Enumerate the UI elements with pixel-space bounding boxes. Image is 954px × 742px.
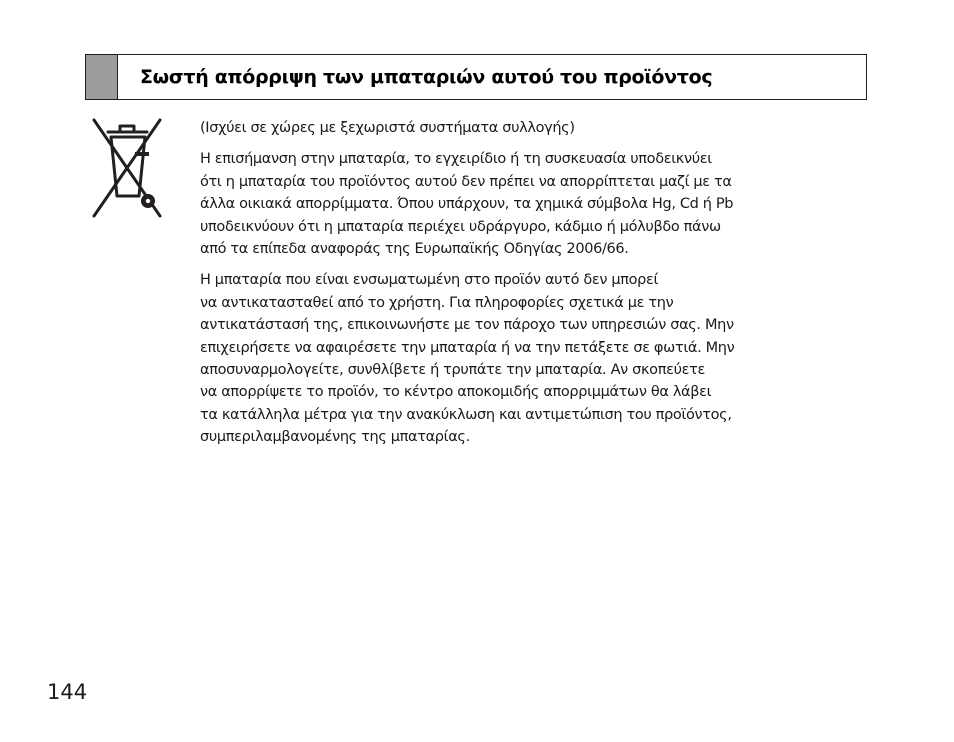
section-title: Σωστή απόρριψη των μπαταριών αυτού του προϊόντος bbox=[140, 66, 713, 88]
paragraph-line: να απορρίψετε το προϊόν, το κέντρο αποκομιδής απορριμμάτων θα λάβει bbox=[200, 384, 712, 401]
paragraph-line: να αντικατασταθεί από το χρήστη. Για πληροφορίες σχετικά με την bbox=[200, 294, 674, 311]
paragraph-line: αντικατάστασή της, επικοινωνήστε με τον πάροχο των υπηρεσιών σας. Μην bbox=[200, 317, 734, 334]
paragraph-line: τα κατάλληλα μέτρα για την ανακύκλωση και αντιμετώπιση του προϊόντος, bbox=[200, 406, 732, 423]
section-heading-box bbox=[85, 54, 867, 100]
paragraph-line: άλλα οικιακά απορρίμματα. Όπου υπάρχουν, τα χημικά σύμβολα Hg, Cd ή Pb bbox=[200, 196, 734, 213]
crossed-out-wheeled-bin-icon bbox=[91, 118, 163, 218]
paragraph-built-in-battery bbox=[200, 269, 850, 448]
scope-note-text: (Ισχύει σε χώρες με ξεχωριστά συστήματα συλλογής) bbox=[200, 120, 575, 136]
paragraph-marking bbox=[200, 148, 850, 260]
paragraph-line: ότι η μπαταρία του προϊόντος αυτού δεν πρέπει να απορρίπτεται μαζί με τα bbox=[200, 173, 732, 190]
paragraph-line: Η επισήμανση στην μπαταρία, το εγχειρίδιο ή τη συσκευασία υποδεικνύει bbox=[200, 151, 712, 168]
scope-note bbox=[200, 117, 850, 139]
paragraph-line: υποδεικνύουν ότι η μπαταρία περιέχει υδράργυρο, κάδμιο ή μόλυβδο πάνω bbox=[200, 218, 721, 235]
page-number: 144 bbox=[47, 680, 88, 704]
paragraph-line: Η μπαταρία που είναι ενσωματωμένη στο προϊόν αυτό δεν μπορεί bbox=[200, 272, 659, 289]
paragraph-line: αποσυναρμολογείτε, συνθλίβετε ή τρυπάτε την μπαταρία. Αν σκοπεύετε bbox=[200, 362, 705, 379]
heading-tab-marker bbox=[86, 55, 118, 99]
disposal-instructions bbox=[200, 117, 850, 458]
paragraph-line: από τα επίπεδα αναφοράς της Ευρωπαϊκής Οδηγίας 2006/66. bbox=[200, 241, 629, 258]
paragraph-line: συμπεριλαμβανομένης της μπαταρίας. bbox=[200, 429, 470, 446]
paragraph-line: επιχειρήσετε να αφαιρέσετε την μπαταρία ή να την πετάξετε σε φωτιά. Μην bbox=[200, 339, 735, 356]
